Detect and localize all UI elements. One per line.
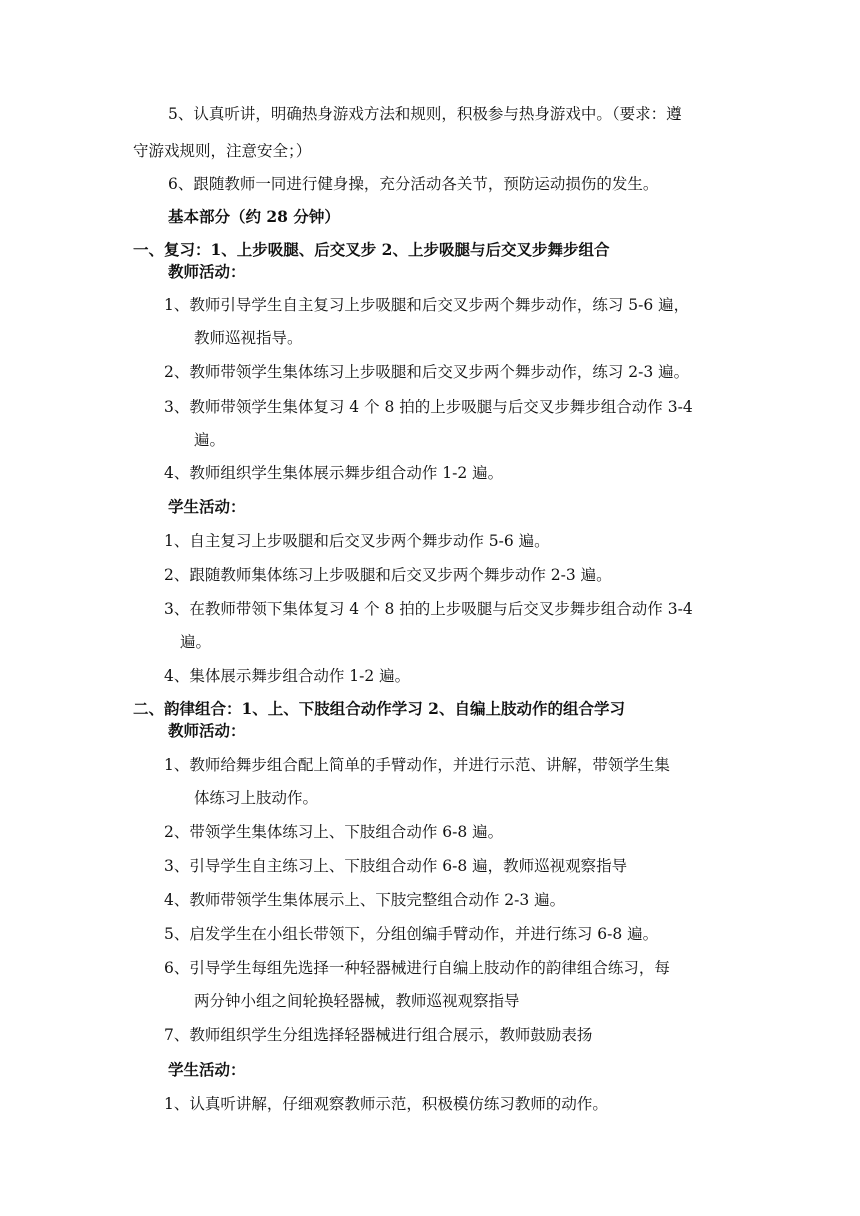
section-1-heading: 一、复习：1、上步吸腿、后交叉步 2、上步吸腿与后交叉步舞步组合 bbox=[133, 240, 610, 259]
section-2-teacher-item-2: 2、带领学生集体练习上、下肢组合动作 6-8 遍。 bbox=[164, 823, 504, 841]
section-2-heading: 二、韵律组合：1、上、下肢组合动作学习 2、自编上肢动作的组合学习 bbox=[133, 699, 625, 718]
intro-item-5-line-2: 守游戏规则，注意安全；） bbox=[133, 142, 312, 160]
section-1-student-heading: 学生活动： bbox=[168, 497, 246, 516]
section-2-student-item-1: 1、认真听讲解，仔细观察教师示范，积极模仿练习教师的动作。 bbox=[164, 1095, 608, 1113]
section-1-teacher-item-4: 4、教师组织学生集体展示舞步组合动作 1-2 遍。 bbox=[164, 464, 504, 482]
intro-item-5-line-1: 5、认真听讲，明确热身游戏方法和规则，积极参与热身游戏中。（要求：遵 bbox=[168, 105, 682, 123]
section-2-student-heading: 学生活动： bbox=[168, 1060, 246, 1079]
section-1-teacher-item-1-cont: 教师巡视指导。 bbox=[194, 329, 303, 347]
section-2-teacher-item-1: 1、教师给舞步组合配上简单的手臂动作，并进行示范、讲解，带领学生集 bbox=[164, 756, 670, 774]
section-2-teacher-item-1-cont: 体练习上肢动作。 bbox=[194, 789, 319, 807]
section-2-teacher-item-4: 4、教师带领学生集体展示上、下肢完整组合动作 2-3 遍。 bbox=[164, 891, 566, 909]
section-1-teacher-item-1: 1、教师引导学生自主复习上步吸腿和后交叉步两个舞步动作，练习 5-6 遍， bbox=[164, 296, 690, 314]
section-1-student-item-3-cont: 遍。 bbox=[180, 633, 212, 651]
section-2-teacher-item-6-cont: 两分钟小组之间轮换轻器械，教师巡视观察指导 bbox=[194, 992, 520, 1010]
basic-part-heading: 基本部分（约 28 分钟） bbox=[168, 207, 340, 226]
section-2-teacher-item-3: 3、引导学生自主练习上、下肢组合动作 6-8 遍，教师巡视观察指导 bbox=[164, 857, 628, 875]
section-1-student-item-4: 4、集体展示舞步组合动作 1-2 遍。 bbox=[164, 667, 411, 685]
section-1-teacher-item-3-cont: 遍。 bbox=[194, 431, 226, 449]
section-1-student-item-1: 1、自主复习上步吸腿和后交叉步两个舞步动作 5-6 遍。 bbox=[164, 532, 550, 550]
section-2-teacher-heading: 教师活动： bbox=[168, 721, 246, 740]
section-2-teacher-item-6: 6、引导学生每组先选择一种轻器械进行自编上肢动作的韵律组合练习，每 bbox=[164, 959, 670, 977]
section-1-student-item-2: 2、跟随教师集体练习上步吸腿和后交叉步两个舞步动作 2-3 遍。 bbox=[164, 566, 612, 584]
section-1-student-item-3: 3、在教师带领下集体复习 4 个 8 拍的上步吸腿与后交叉步舞步组合动作 3-4 bbox=[164, 600, 693, 618]
section-1-teacher-heading: 教师活动： bbox=[168, 262, 246, 281]
section-2-teacher-item-7: 7、教师组织学生分组选择轻器械进行组合展示，教师鼓励表扬 bbox=[164, 1026, 593, 1044]
section-2-teacher-item-5: 5、启发学生在小组长带领下，分组创编手臂动作，并进行练习 6-8 遍。 bbox=[164, 925, 659, 943]
intro-item-6: 6、跟随教师一同进行健身操，充分活动各关节，预防运动损伤的发生。 bbox=[168, 175, 659, 193]
section-1-teacher-item-2: 2、教师带领学生集体练习上步吸腿和后交叉步两个舞步动作，练习 2-3 遍。 bbox=[164, 363, 690, 381]
section-1-teacher-item-3: 3、教师带领学生集体复习 4 个 8 拍的上步吸腿与后交叉步舞步组合动作 3-4 bbox=[164, 398, 693, 416]
